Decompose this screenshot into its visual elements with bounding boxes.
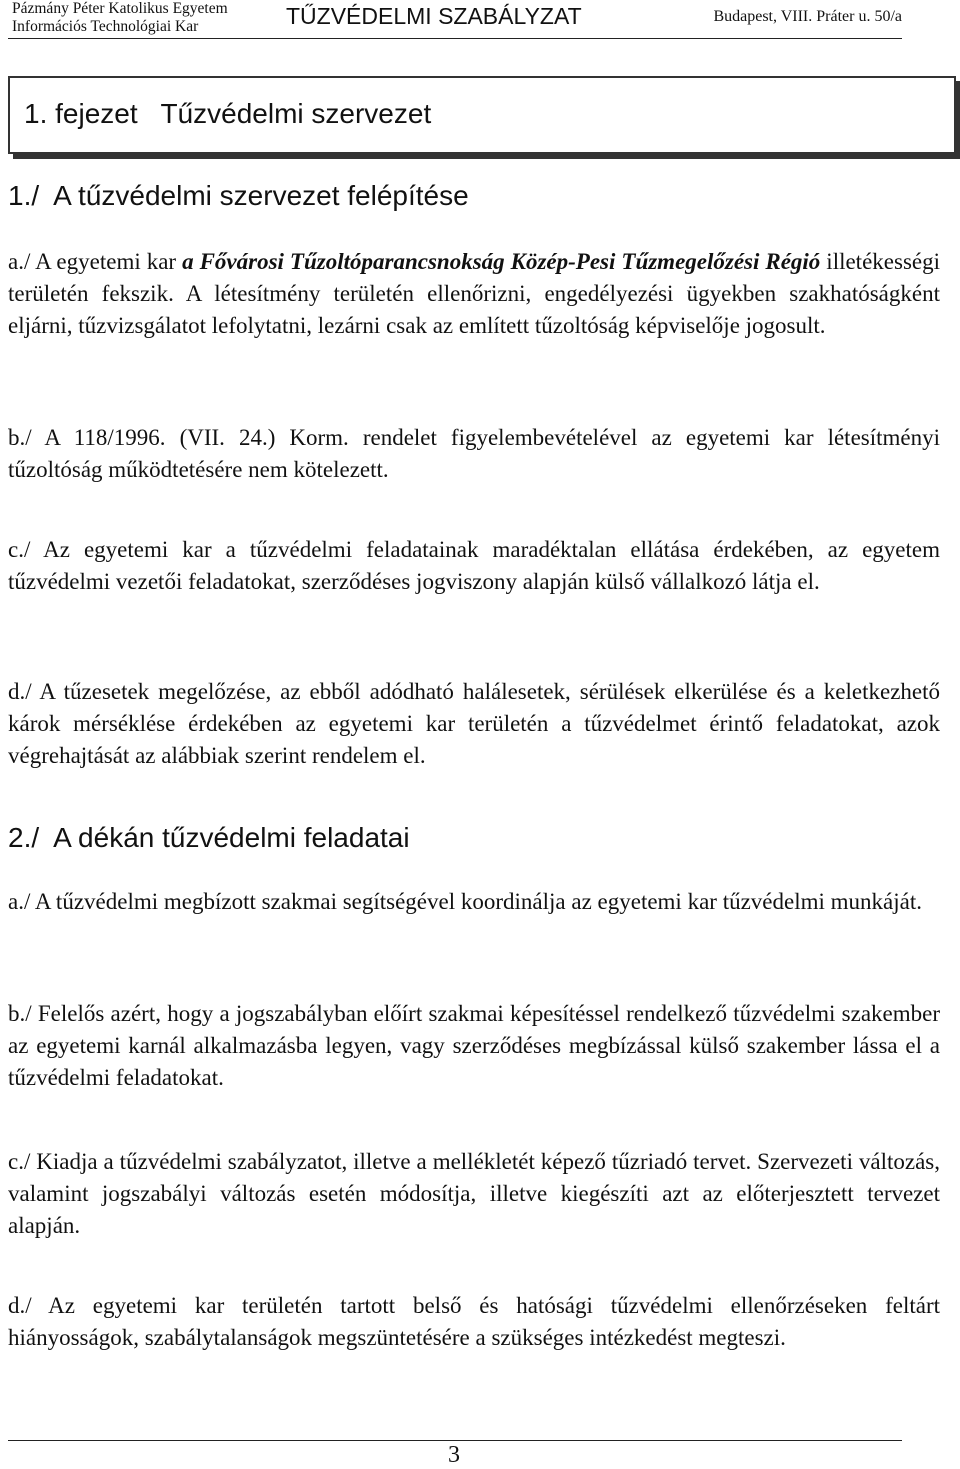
item-marker: b./: [8, 1001, 32, 1026]
section-2-item-a: [8, 886, 940, 918]
section-2-item-d: [8, 1290, 940, 1354]
item-marker: a./: [8, 889, 31, 914]
chapter-title: 1. fejezet Tűzvédelmi szervezet: [24, 98, 432, 129]
section-2-item-c: [8, 1146, 940, 1242]
section-1-item-d: [8, 676, 940, 772]
section-1-item-b: [8, 422, 940, 486]
item-text: Felelős azért, hogy a jogszabályban előírt szakmai képesítéssel rendelkező tűzvédelmi szakember az egyetemi karnál alkalmazásba legyen, vagy szerződéses megbízással külső szakember lássa el a tűzvédelmi feladatokat.: [8, 1001, 940, 1090]
section-1-item-a: [8, 246, 940, 342]
section-2-title: 2./ A dékán tűzvédelmi feladatai: [8, 822, 410, 853]
section-2-item-b: [8, 998, 940, 1094]
item-text: A tűzesetek megelőzése, az ebből adódható halálesetek, sérülések elkerülése és a keletkezhető károk mérséklése érdekében az egyetemi kar területén a tűzvédelmet érintő feladatokat, azok végrehajtását az alábbiak szerint rendelem el.: [8, 679, 941, 768]
header-title: TŰZVÉDELMI SZABÁLYZAT: [286, 3, 582, 29]
item-text: A tűzvédelmi megbízott szakmai segítségével koordinálja az egyetemi kar tűzvédelmi munkáját.: [34, 889, 922, 914]
item-text-before: A egyetemi kar: [35, 249, 183, 274]
item-marker: a./: [8, 249, 31, 274]
header-university: Pázmány Péter Katolikus Egyetem: [12, 0, 228, 17]
item-text: A 118/1996. (VII. 24.) Korm. rendelet figyelembevételével az egyetemi kar létesítményi tűzoltóság működtetésére nem kötelezett.: [8, 425, 940, 482]
page-number: 3: [448, 1442, 460, 1468]
header-institution: [12, 0, 228, 36]
item-marker: c./: [8, 1149, 31, 1174]
item-text: Az egyetemi kar területén tartott belső és hatósági tűzvédelmi ellenőrzéseken feltárt hiányosságok, szabálytalanságok megszüntetésére a szükséges intézkedést megteszi.: [8, 1293, 940, 1350]
item-marker: b./: [8, 425, 32, 450]
header-faculty: Információs Technológiai Kar: [12, 18, 199, 35]
section-1-title: 1./ A tűzvédelmi szervezet felépítése: [8, 180, 469, 211]
item-text-after: illetékességi területén fekszik. A létesítmény területén ellenőrizni, engedélyezési ügyekben szakhatóságként eljárni, tűzvizsgálatot lefolytatni, lezárni csak az említett tűzoltóság képviselője jogosult.: [8, 249, 940, 338]
page-header: [8, 0, 902, 39]
item-emphasis: a Fővárosi Tűzoltóparancsnokság Közép-Pesi Tűzmegelőzési Régió: [182, 249, 821, 274]
footer-divider: [8, 1440, 902, 1441]
item-marker: c./: [8, 537, 31, 562]
item-text: Az egyetemi kar a tűzvédelmi feladatainak maradéktalan ellátása érdekében, az egyetem tűzvédelmi vezetői feladatokat, szerződéses jogviszony alapján külső vállalkozó látja el.: [8, 537, 940, 594]
chapter-heading-box: [8, 76, 956, 154]
section-1-item-c: [8, 534, 940, 598]
item-text: Kiadja a tűzvédelmi szabályzatot, illetve a mellékletét képező tűzriadó tervet. Szervezeti változás, valamint jogszabályi változás esetén módosítja, illetve kiegészíti azt az előterjesztett tervezet alapján.: [8, 1149, 940, 1238]
item-marker: d./: [8, 679, 32, 704]
header-address: Budapest, VIII. Práter u. 50/a: [713, 8, 902, 25]
item-marker: d./: [8, 1293, 32, 1318]
